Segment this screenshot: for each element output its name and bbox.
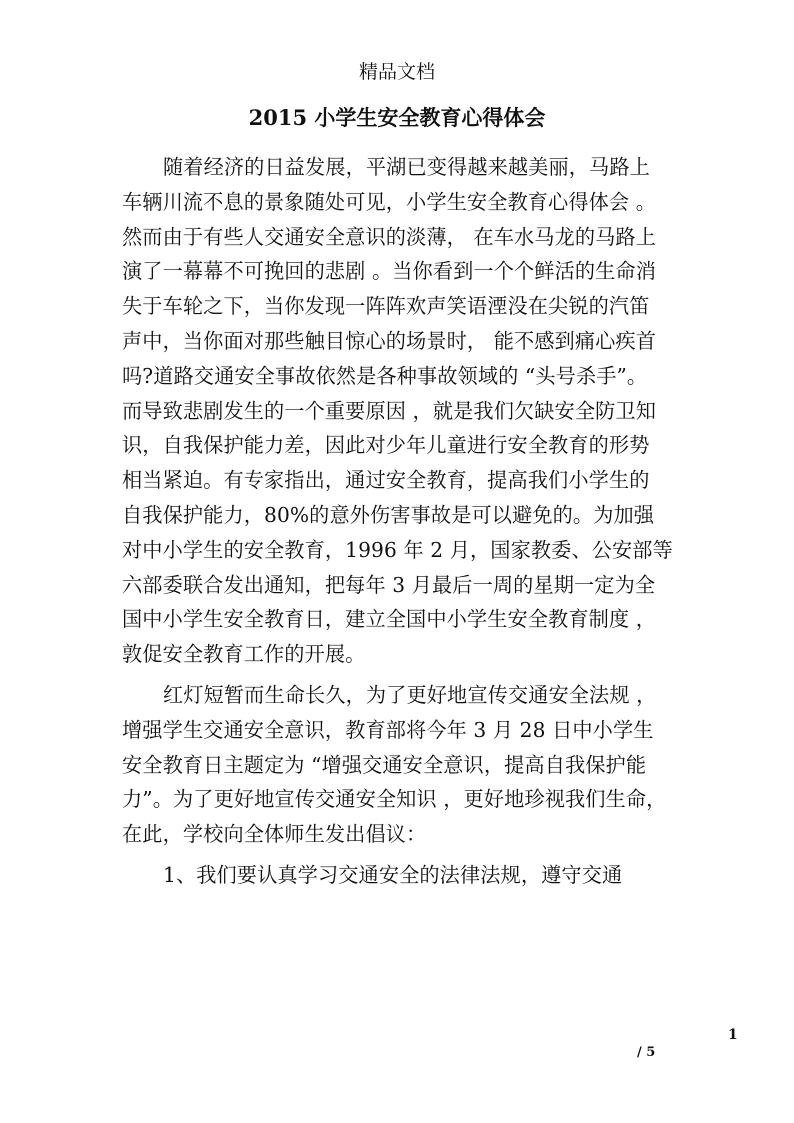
text-line: 增强学生交通安全意识，教育部将今年 3 月 28 日中小学生 [122, 717, 654, 742]
document-body [122, 150, 682, 893]
text-line: 红灯短暂而生命长久，为了更好地宣传交通安全法规 ， [163, 682, 657, 707]
paragraph-2 [122, 678, 682, 852]
text-line: 随着经济的日益发展，平湖已变得越来越美丽，马路上 [163, 155, 650, 179]
text-line: 识，自我保护能力差，因此对少年儿童进行安全教育的形势 [122, 433, 650, 458]
text-line: 车辆川流不息的景象随处可见，小学生安全教育心得体会 。 [122, 189, 656, 214]
text-line: 吗?道路交通安全事故依然是各种事故领域的 “头号杀手”。 [122, 363, 648, 388]
text-line: 国中小学生安全教育日，建立全国中小学生安全教育制度 ， [122, 607, 656, 632]
text-line: 在此，学校向全体师生发出倡议： [122, 822, 427, 847]
paragraph-1 [122, 150, 682, 672]
text-line: 力”。为了更好地宣传交通安全知识 ，更好地珍视我们生命， [122, 787, 667, 812]
text-line: 安全教育日主题定为 “增强交通安全意识，提高自我保护能 [122, 752, 647, 777]
text-line: 声中，当你面对那些触目惊心的场景时， 能不感到痛心疾首 [122, 328, 656, 353]
text-line: 相当紧迫。有专家指出，通过安全教育，提高我们小学生的 [122, 468, 650, 493]
text-line: 失于车轮之下，当你发现一阵阵欢声笑语湮没在尖锐的汽笛 [122, 294, 650, 319]
page-number: 1 [728, 1027, 738, 1043]
text-line: 六部委联合发出通知，把每年 3 月最后一周的星期一定为全 [122, 572, 656, 597]
text-line: 然而由于有些人交通安全意识的淡薄， 在车水马龙的马路上 [122, 224, 656, 249]
page-header: 精品文档 [358, 61, 435, 83]
page-total: / 5 [637, 1045, 656, 1060]
text-line: 对中小学生的安全教育，1996 年 2 月，国家教委、公安部等 [122, 537, 673, 562]
document-title: 2015 小学生安全教育心得体会 [248, 105, 546, 130]
text-line: 而导致悲剧发生的一个重要原因 ，就是我们欠缺安全防卫知 [122, 398, 656, 423]
text-line: 敦促安全教育工作的开展。 [122, 642, 366, 667]
text-line: 演了一幕幕不可挽回的悲剧 。当你看到一个个鲜活的生命消 [122, 259, 656, 284]
text-line: 1、我们要认真学习交通安全的法律法规，遵守交通 [163, 862, 623, 887]
paragraph-3 [122, 858, 682, 893]
text-line: 自我保护能力，80%的意外伤害事故是可以避免的。为加强 [122, 502, 655, 527]
